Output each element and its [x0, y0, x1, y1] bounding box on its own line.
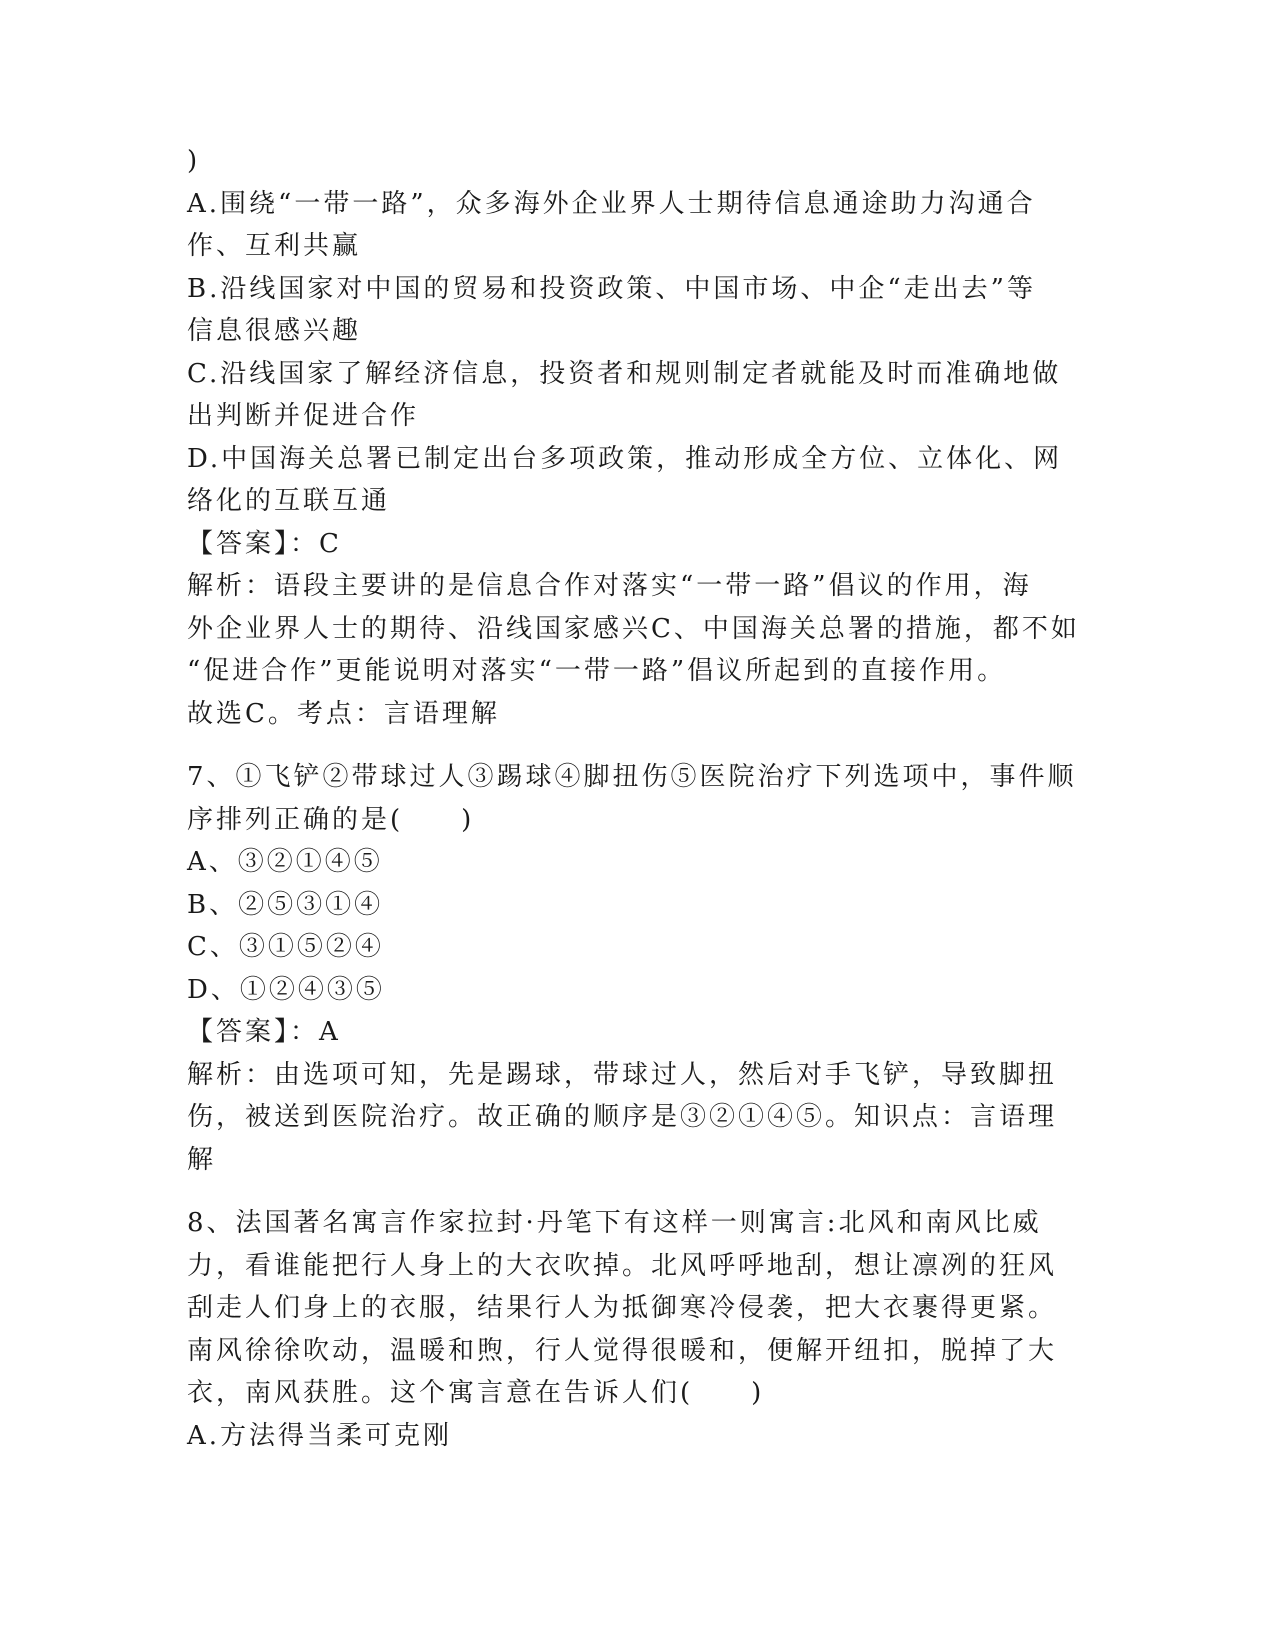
stem-line: 南风徐徐吹动，温暖和煦，行人觉得很暖和，便解开纽扣，脱掉了大 [187, 1335, 1058, 1366]
section-gap [187, 1181, 1087, 1202]
analysis-line: 解析：由选项可知，先是踢球，带球过人，然后对手飞铲，导致脚扭 [187, 1059, 1058, 1090]
analysis-line: 解析：语段主要讲的是信息合作对落实“一带一路”倡议的作用，海 [187, 571, 1032, 601]
option-text-line: 信息很感兴趣 [187, 316, 362, 346]
section-gap [187, 735, 1087, 756]
option-text-line: C.沿线国家了解经济信息，投资者和规则制定者就能及时而准确地做 [187, 358, 1062, 389]
analysis-line: 解 [187, 1144, 217, 1175]
question-8-stem [187, 1202, 1087, 1415]
question-7-option-c: C、③①⑤②④ [187, 932, 384, 962]
question-7-analysis [187, 1054, 1087, 1182]
question-7-stem [187, 756, 1087, 841]
analysis-line: 故选C。考点：言语理解 [187, 698, 500, 729]
analysis-line: “促进合作”更能说明对落实“一带一路”倡议所起到的直接作用。 [187, 656, 1007, 686]
question-6-analysis [187, 565, 1087, 735]
option-text-line: 出判断并促进合作 [187, 401, 420, 431]
stem-line: 7、①飞铲②带球过人③踢球④脚扭伤⑤医院治疗下列选项中，事件顺 [187, 762, 1077, 792]
stem-line: 力，看谁能把行人身上的大衣吹掉。北风呼呼地刮，想让凛冽的狂风 [187, 1250, 1058, 1281]
question-7-option-a: A、③②①④⑤ [187, 847, 383, 877]
question-7-option-d: D、①②④③⑤ [187, 974, 385, 1005]
question-6-paren: ) [187, 146, 201, 176]
option-text-line: 作、互利共赢 [187, 231, 362, 261]
question-8-option-a: A.方法得当柔可克刚 [187, 1420, 453, 1451]
stem-line: 序排列正确的是( ) [187, 804, 475, 835]
stem-line: 8、法国著名寓言作家拉封·丹笔下有这样一则寓言:北风和南风比威 [187, 1208, 1042, 1238]
question-6-option-c [187, 353, 1087, 438]
question-6-option-d [187, 438, 1087, 523]
option-text-line: D.中国海关总署已制定出台多项政策，推动形成全方位、立体化、网 [187, 443, 1063, 474]
option-text-line: 络化的互联互通 [187, 486, 391, 516]
question-6-option-a [187, 183, 1087, 268]
document-page [187, 140, 1087, 1457]
question-6-option-b [187, 268, 1087, 353]
analysis-line: 外企业界人士的期待、沿线国家感兴C、中国海关总署的措施，都不如 [187, 613, 1080, 644]
analysis-line: 伤，被送到医院治疗。故正确的顺序是③②①④⑤。知识点：言语理 [187, 1102, 1058, 1132]
question-7-answer: 【答案】：A [187, 1017, 341, 1047]
option-text-line: B.沿线国家对中国的贸易和投资政策、中国市场、中企“走出去”等 [187, 273, 1036, 304]
stem-line: 刮走人们身上的衣服，结果行人为抵御寒冷侵袭，把大衣裹得更紧。 [187, 1293, 1058, 1323]
question-6-answer: 【答案】：C [187, 528, 342, 559]
stem-line: 衣，南风获胜。这个寓言意在告诉人们( ) [187, 1378, 765, 1408]
option-text-line: A.围绕“一带一路”，众多海外企业界人士期待信息通途助力沟通合 [187, 188, 1036, 219]
question-7-option-b: B、②⑤③①④ [187, 889, 384, 920]
